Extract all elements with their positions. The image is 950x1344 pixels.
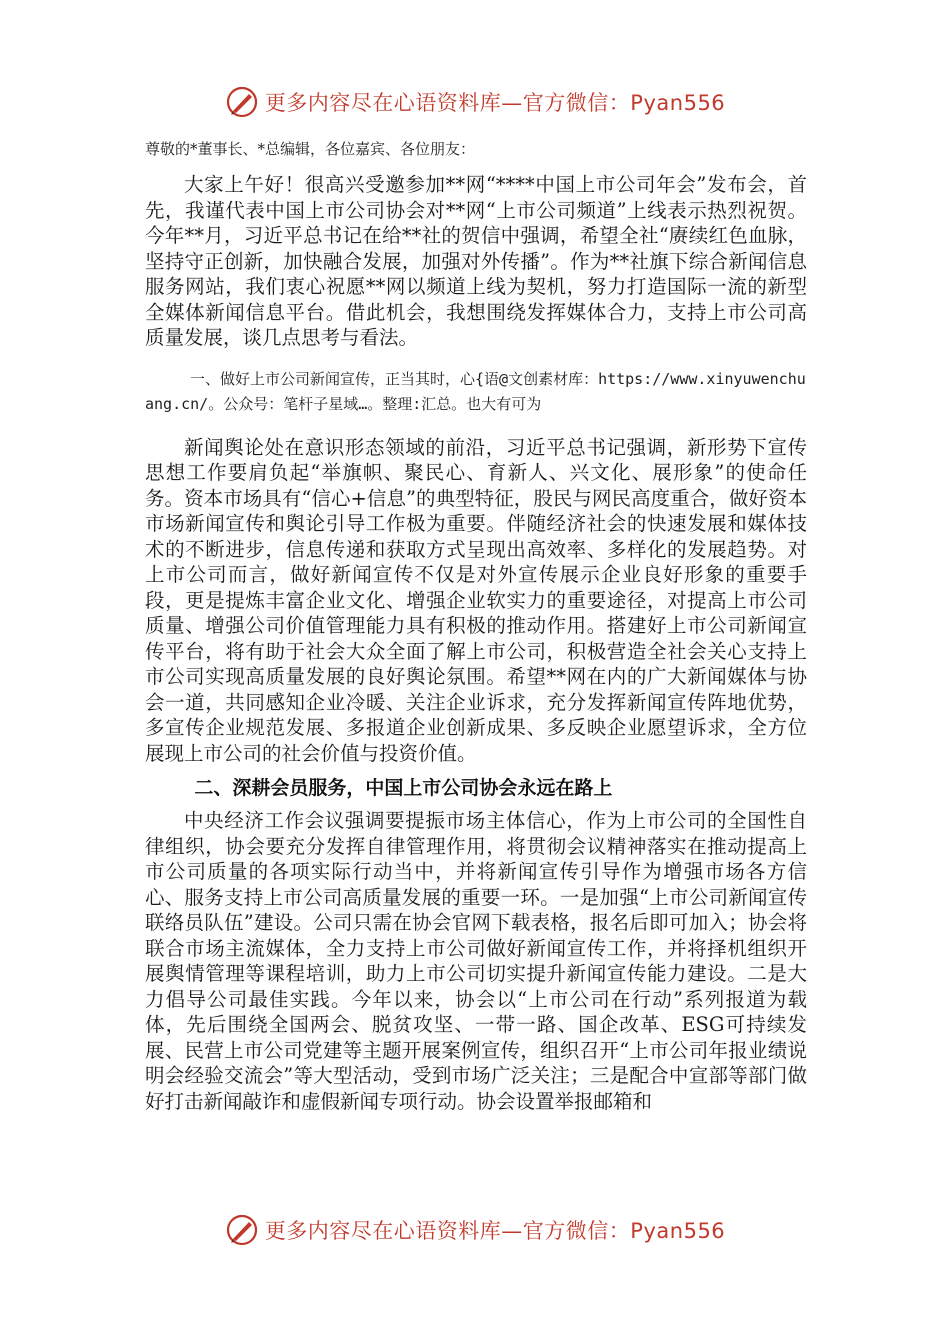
watermark-text: 更多内容尽在心语资料库—官方微信：Pyan556 [264,91,726,115]
pen-logo-icon [225,85,259,119]
intro-paragraph: 大家上午好！很高兴受邀参加**网“****中国上市公司年会”发布会，首先，我谨代表中国上市公司协会对**网“上市公司频道”上线表示热烈祝贺。今年**月，习近平总书记在给**社的贺信中强调，希望全社“赓续红色血脉，坚持守正创新，加快融合发展，加强对外传播”。作为**社旗下综合新闻信息服务网站，我们衷心祝愿**网以频道上线为契机，努力打造国际一流的新型全媒体新闻信息平台。借此机会，我想围绕发挥媒体合力，支持上市公司高质量发展，谈几点思考与看法。 [145,173,807,349]
section-2-heading: 二、深耕会员服务，中国上市公司协会永远在路上 [194,777,613,799]
document-body [145,138,807,1114]
section-1-paragraph: 新闻舆论处在意识形态领域的前沿，习近平总书记强调，新形势下宣传思想工作要肩负起“举旗帜、聚民心、育新人、兴文化、展形象”的使命任务。资本市场具有“信心+信息”的典型特征，股民与网民高度重合，做好资本市场新闻宣传和舆论引导工作极为重要。伴随经济社会的快速发展和媒体技术的不断进步，信息传递和获取方式呈现出高效率、多样化的发展趋势。对上市公司而言，做好新闻宣传不仅是对外宣传展示企业良好形象的重要手段，更是提炼丰富企业文化、增强企业软实力的重要途径，对提高上市公司质量、增强公司价值管理能力具有积极的推动作用。搭建好上市公司新闻宣传平台，将有助于社会大众全面了解上市公司，积极营造全社会关心支持上市公司实现高质量发展的良好舆论氛围。希望**网在内的广大新闻媒体与协会一道，共同感知企业冷暖、关注企业诉求，充分发挥新闻宣传阵地优势，多宣传企业规范发展、多报道企业创新成果、多反映企业愿望诉求，全方位展现上市公司的社会价值与投资价值。 [145,435,807,765]
salutation: 尊敬的*董事长、*总编辑，各位嘉宾、各位朋友： [145,140,476,158]
header-watermark-banner [0,80,950,124]
section-1-heading: 一、做好上市公司新闻宣传，正当其时，心{语@文创素材库：https://www.xinyuwenchuang.cn/。公众号：笔杆子星域…。整理:汇总。也大有可为 [145,369,806,413]
section-2-paragraph: 中央经济工作会议强调要提振市场主体信心，作为上市公司的全国性自律组织，协会要充分发挥自律管理作用，将贯彻会议精神落实在推动提高上市公司质量的各项实际行动当中，并将新闻宣传引导作为增强市场各方信心、服务支持上市公司高质量发展的重要一环。一是加强“上市公司新闻宣传联络员队伍”建设。公司只需在协会官网下载表格，报名后即可加入；协会将联合市场主流媒体，全力支持上市公司做好新闻宣传工作，并将择机组织开展舆情管理等课程培训，助力上市公司切实提升新闻宣传能力建设。二是大力倡导公司最佳实践。今年以来，协会以“上市公司在行动”系列报道为载体，先后围绕全国两会、脱贫攻坚、一带一路、国企改革、ESG可持续发展、民营上市公司党建等主题开展案例宣传，组织召开“上市公司年报业绩说明会经验交流会”等大型活动，受到市场广泛关注；三是配合中宣部等部门做好打击新闻敲诈和虚假新闻专项行动。协会设置举报邮箱和 [145,809,807,1113]
footer-watermark-banner [0,1208,950,1252]
pen-logo-icon [225,1213,259,1247]
watermark-text: 更多内容尽在心语资料库—官方微信：Pyan556 [264,1219,726,1243]
